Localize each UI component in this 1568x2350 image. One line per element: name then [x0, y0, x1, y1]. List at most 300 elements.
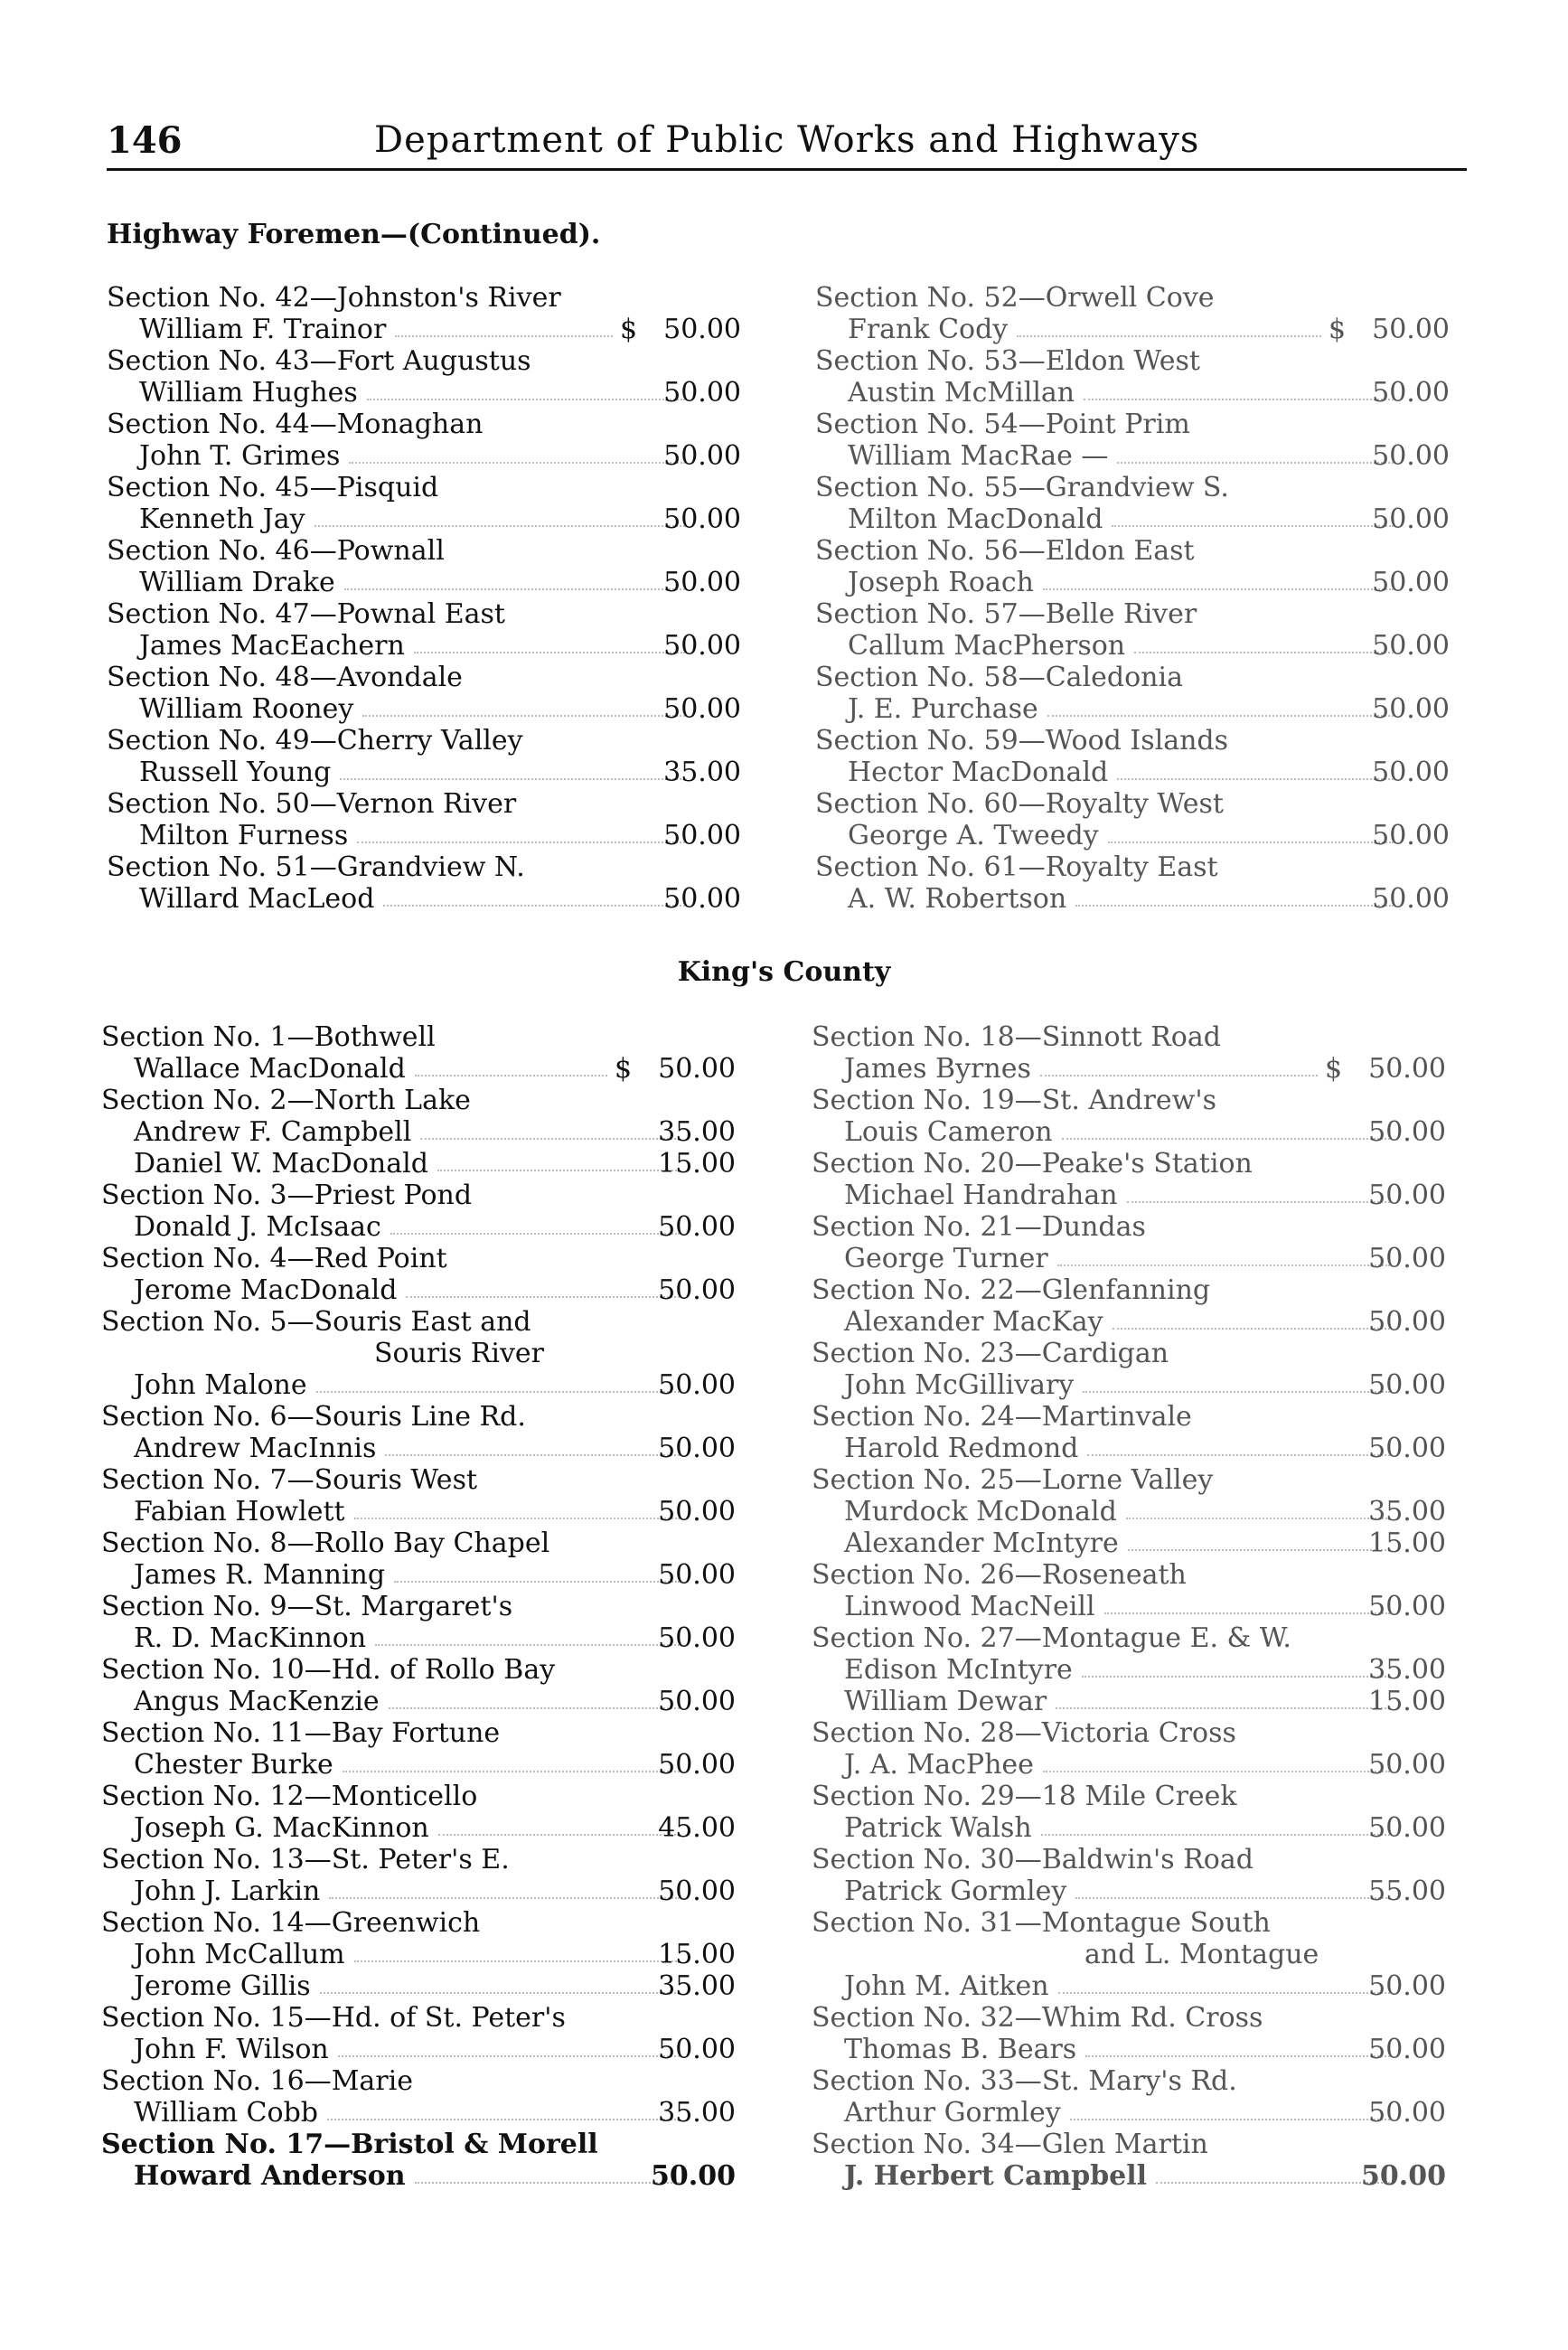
column-bottom-right — [812, 1021, 1462, 2192]
section-heading — [107, 409, 757, 440]
foreman-row — [812, 1591, 1462, 1622]
foreman-name: Alexander MacKay — [844, 1306, 1103, 1338]
amount: 15.00 — [658, 1939, 736, 1970]
foreman-name: James R. Manning — [134, 1559, 386, 1591]
amount: 15.00 — [1368, 1686, 1446, 1717]
section-heading — [107, 788, 757, 820]
section-heading — [815, 662, 1466, 693]
section-label: Section No. 27—Montague E. & W. — [812, 1622, 1291, 1654]
section-label: Section No. 48—Avondale — [107, 662, 463, 693]
section-heading — [107, 725, 757, 757]
amount: 50.00 — [1368, 1243, 1446, 1274]
section-heading — [815, 535, 1466, 567]
foreman-row — [107, 757, 757, 788]
amount: 50.00 — [658, 1749, 736, 1781]
foreman-name: J. Herbert Campbell — [844, 2160, 1148, 2192]
foreman-name: William MacRae — — [848, 440, 1109, 472]
amount: 35.00 — [658, 1116, 736, 1148]
section-heading — [101, 1306, 752, 1338]
section-heading — [101, 1085, 752, 1116]
foreman-row — [812, 1496, 1462, 1528]
amount: 50.00 — [663, 377, 741, 409]
section-heading — [812, 1211, 1462, 1243]
section-label: Section No. 24—Martinvale — [812, 1401, 1192, 1433]
section-heading — [101, 1844, 752, 1875]
section-label: Section No. 51—Grandview N. — [107, 851, 525, 883]
foreman-row — [815, 567, 1466, 598]
amount: 50.00 — [658, 1875, 736, 1907]
section-heading — [101, 1528, 752, 1559]
section-label: Section No. 54—Point Prim — [815, 409, 1190, 440]
foreman-name: A. W. Robertson — [848, 883, 1067, 915]
amount: 50.00 — [663, 693, 741, 725]
section-label: Section No. 59—Wood Islands — [815, 725, 1229, 757]
foreman-row — [107, 503, 757, 535]
foreman-name: Howard Anderson — [134, 2160, 406, 2192]
foreman-row — [812, 1875, 1462, 1907]
section-heading — [812, 1464, 1462, 1496]
foreman-name: Jerome MacDonald — [134, 1274, 398, 1306]
foreman-row — [107, 567, 757, 598]
foreman-row — [812, 1686, 1462, 1717]
column-bottom-left — [101, 1021, 752, 2192]
amount: 50.00 — [663, 503, 741, 535]
section-heading — [107, 472, 757, 503]
foreman-row — [812, 1812, 1462, 1844]
section-heading — [107, 535, 757, 567]
foreman-name: James MacEachern — [139, 630, 405, 662]
foreman-row — [812, 1306, 1462, 1338]
foreman-row — [101, 2034, 752, 2065]
section-label: Section No. 25—Lorne Valley — [812, 1464, 1214, 1496]
foreman-row — [101, 1116, 752, 1148]
foreman-row — [815, 440, 1466, 472]
amount: 45.00 — [658, 1812, 736, 1844]
section-heading — [815, 851, 1466, 883]
section-label: Section No. 55—Grandview S. — [815, 472, 1229, 503]
section-heading — [812, 1148, 1462, 1180]
section-label: Section No. 31—Montague South — [812, 1907, 1271, 1939]
section-label: Section No. 12—Monticello — [101, 1781, 478, 1812]
foreman-row — [101, 2160, 752, 2192]
column-top-right — [815, 282, 1466, 915]
section-label: Section No. 2—North Lake — [101, 1085, 471, 1116]
section-label: Section No. 15—Hd. of St. Peter's — [101, 2002, 566, 2034]
foreman-name: Austin McMillan — [848, 377, 1075, 409]
foreman-row — [107, 883, 757, 915]
section-label: Section No. 44—Monaghan — [107, 409, 484, 440]
foreman-row — [815, 503, 1466, 535]
section-heading — [812, 1274, 1462, 1306]
foreman-name: Frank Cody — [848, 314, 1009, 345]
foreman-name: John McGillivary — [844, 1369, 1075, 1401]
amount: 50.00 — [1368, 1749, 1446, 1781]
dollar-sign: $ — [615, 1053, 633, 1085]
section-heading — [815, 345, 1466, 377]
section-heading — [815, 788, 1466, 820]
foreman-name: Patrick Gormley — [844, 1875, 1067, 1907]
section-label: and L. Montague — [1084, 1939, 1319, 1970]
foreman-name: George Turner — [844, 1243, 1048, 1274]
foreman-row — [812, 1654, 1462, 1686]
section-label: Section No. 20—Peake's Station — [812, 1148, 1253, 1180]
amount: 50.00 — [1372, 630, 1450, 662]
foreman-name: Jerome Gillis — [134, 1970, 311, 2002]
section-heading-continued — [812, 1939, 1462, 1970]
dollar-sign: $ — [620, 314, 638, 345]
foreman-name: Thomas B. Bears — [844, 2034, 1077, 2065]
foreman-name: Patrick Walsh — [844, 1812, 1032, 1844]
section-label: Section No. 45—Pisquid — [107, 472, 439, 503]
foreman-name: William Drake — [139, 567, 335, 598]
amount: 50.00 — [1368, 1433, 1446, 1464]
section-label: Souris River — [374, 1338, 545, 1369]
foreman-name: Joseph G. MacKinnon — [134, 1812, 429, 1844]
foreman-row — [815, 820, 1466, 851]
foreman-row — [812, 1433, 1462, 1464]
section-label: Section No. 21—Dundas — [812, 1211, 1146, 1243]
foreman-row — [101, 1148, 752, 1180]
foreman-name: William Cobb — [134, 2097, 318, 2129]
amount: 50.00 — [1368, 1116, 1446, 1148]
amount: 35.00 — [658, 2097, 736, 2129]
foreman-name: Andrew MacInnis — [134, 1433, 377, 1464]
foreman-name: Michael Handrahan — [844, 1180, 1118, 1211]
section-heading — [815, 598, 1466, 630]
amount: 50.00 — [1372, 693, 1450, 725]
amount: 50.00 — [658, 1369, 736, 1401]
leader-dots — [395, 335, 613, 337]
amount: 50.00 — [1372, 567, 1450, 598]
foreman-row — [812, 1180, 1462, 1211]
section-label: Section No. 47—Pownal East — [107, 598, 505, 630]
foreman-name: Edison McIntyre — [844, 1654, 1073, 1686]
section-heading — [815, 725, 1466, 757]
section-label: Section No. 57—Belle River — [815, 598, 1197, 630]
foreman-name: John T. Grimes — [139, 440, 341, 472]
amount: 50.00 — [1372, 440, 1450, 472]
foreman-name: William F. Trainor — [139, 314, 387, 345]
foreman-row — [812, 1528, 1462, 1559]
section-heading — [101, 2002, 752, 2034]
section-heading — [107, 598, 757, 630]
foreman-name: Louis Cameron — [844, 1116, 1053, 1148]
section-label: Section No. 46—Pownall — [107, 535, 445, 567]
section-label: Section No. 43—Fort Augustus — [107, 345, 531, 377]
section-label: Section No. 17—Bristol & Morell — [101, 2129, 598, 2160]
section-heading — [812, 1717, 1462, 1749]
foreman-row — [101, 1559, 752, 1591]
foreman-row — [815, 314, 1466, 345]
foreman-row — [812, 2034, 1462, 2065]
page-header — [107, 116, 1467, 171]
foreman-row — [101, 1970, 752, 2002]
section-heading — [812, 1559, 1462, 1591]
foreman-name: Donald J. McIsaac — [134, 1211, 381, 1243]
section-label: Section No. 34—Glen Martin — [812, 2129, 1208, 2160]
foreman-name: Callum MacPherson — [848, 630, 1126, 662]
section-label: Section No. 1—Bothwell — [101, 1021, 436, 1053]
amount: 35.00 — [663, 757, 741, 788]
foreman-row — [101, 1939, 752, 1970]
section-label: Section No. 5—Souris East and — [101, 1306, 531, 1338]
amount: 50.00 — [663, 820, 741, 851]
section-label: Section No. 9—St. Margaret's — [101, 1591, 513, 1622]
foreman-row — [101, 1369, 752, 1401]
page-number: 146 — [107, 119, 183, 162]
section-heading — [101, 1907, 752, 1939]
foreman-name: Angus MacKenzie — [134, 1686, 380, 1717]
foreman-row — [107, 314, 757, 345]
section-label: Section No. 29—18 Mile Creek — [812, 1781, 1237, 1812]
foreman-name: Hector MacDonald — [848, 757, 1109, 788]
section-heading — [812, 1622, 1462, 1654]
section-label: Section No. 52—Orwell Cove — [815, 282, 1215, 314]
section-label: Section No. 8—Rollo Bay Chapel — [101, 1528, 550, 1559]
foreman-row — [101, 1496, 752, 1528]
amount: 50.00 — [658, 1211, 736, 1243]
foreman-row — [101, 1211, 752, 1243]
section-label: Section No. 10—Hd. of Rollo Bay — [101, 1654, 556, 1686]
section-heading — [812, 1401, 1462, 1433]
amount: 50.00 — [658, 1496, 736, 1528]
foreman-name: John McCallum — [134, 1939, 345, 1970]
foreman-row — [101, 1686, 752, 1717]
section-label: Section No. 23—Cardigan — [812, 1338, 1169, 1369]
amount: 55.00 — [1368, 1875, 1446, 1907]
foreman-name: Andrew F. Campbell — [134, 1116, 412, 1148]
foreman-row — [101, 1274, 752, 1306]
amount: 50.00 — [1372, 377, 1450, 409]
section-label: Section No. 7—Souris West — [101, 1464, 478, 1496]
amount: 50.00 — [1368, 1591, 1446, 1622]
foreman-row — [107, 377, 757, 409]
section-label: Section No. 6—Souris Line Rd. — [101, 1401, 526, 1433]
amount: 50.00 — [1368, 1053, 1446, 1085]
amount: 50.00 — [658, 1053, 736, 1085]
leader-dots — [1040, 1075, 1318, 1076]
foreman-name: John F. Wilson — [134, 2034, 329, 2065]
amount: 35.00 — [1368, 1496, 1446, 1528]
section-label: Section No. 56—Eldon East — [815, 535, 1195, 567]
section-heading — [812, 1907, 1462, 1939]
amount: 50.00 — [1372, 503, 1450, 535]
section-heading — [812, 1844, 1462, 1875]
section-heading — [101, 1401, 752, 1433]
section-label: Section No. 13—St. Peter's E. — [101, 1844, 510, 1875]
foreman-name: Wallace MacDonald — [134, 1053, 406, 1085]
amount: 50.00 — [1368, 1180, 1446, 1211]
amount: 50.00 — [1368, 1970, 1446, 2002]
foreman-name: J. A. MacPhee — [844, 1749, 1034, 1781]
amount: 50.00 — [1372, 883, 1450, 915]
foreman-name: Milton MacDonald — [848, 503, 1103, 535]
foreman-name: John J. Larkin — [134, 1875, 321, 1907]
amount: 50.00 — [1368, 2034, 1446, 2065]
foreman-row — [101, 2097, 752, 2129]
foreman-row — [812, 2097, 1462, 2129]
foreman-row — [101, 1433, 752, 1464]
amount: 15.00 — [658, 1148, 736, 1180]
foreman-row — [101, 1053, 752, 1085]
foreman-row — [107, 440, 757, 472]
foreman-row — [101, 1812, 752, 1844]
amount: 50.00 — [658, 1274, 736, 1306]
foreman-row — [812, 1243, 1462, 1274]
foreman-row — [101, 1622, 752, 1654]
county-heading: King's County — [677, 956, 891, 988]
section-heading — [812, 1085, 1462, 1116]
amount: 15.00 — [1368, 1528, 1446, 1559]
amount: 50.00 — [658, 1559, 736, 1591]
foreman-name: Chester Burke — [134, 1749, 333, 1781]
leader-dots — [415, 1075, 607, 1076]
section-heading — [107, 851, 757, 883]
foreman-name: William Hughes — [139, 377, 358, 409]
section-heading — [101, 1464, 752, 1496]
amount: 50.00 — [1368, 2097, 1446, 2129]
amount: 50.00 — [663, 883, 741, 915]
section-label: Section No. 49—Cherry Valley — [107, 725, 523, 757]
running-head: Department of Public Works and Highways — [374, 119, 1200, 161]
section-label: Section No. 16—Marie — [101, 2065, 413, 2097]
amount: 50.00 — [658, 1686, 736, 1717]
section-heading — [101, 1717, 752, 1749]
foreman-name: Fabian Howlett — [134, 1496, 345, 1528]
amount: 35.00 — [1368, 1654, 1446, 1686]
foreman-row — [812, 2160, 1462, 2192]
section-heading — [107, 345, 757, 377]
section-heading — [101, 1021, 752, 1053]
section-label: Section No. 53—Eldon West — [815, 345, 1200, 377]
section-label: Section No. 19—St. Andrew's — [812, 1085, 1216, 1116]
section-label: Section No. 60—Royalty West — [815, 788, 1224, 820]
foreman-row — [107, 630, 757, 662]
section-heading-continued — [101, 1338, 752, 1369]
section-label: Section No. 33—St. Mary's Rd. — [812, 2065, 1237, 2097]
foreman-name: R. D. MacKinnon — [134, 1622, 367, 1654]
foreman-name: John Malone — [134, 1369, 307, 1401]
section-label: Section No. 11—Bay Fortune — [101, 1717, 501, 1749]
amount: 50.00 — [1368, 1369, 1446, 1401]
foreman-row — [101, 1749, 752, 1781]
section-heading — [815, 409, 1466, 440]
section-heading — [101, 1781, 752, 1812]
amount: 50.00 — [663, 440, 741, 472]
subheading: Highway Foremen—(Continued). — [107, 219, 601, 250]
section-heading — [101, 2129, 752, 2160]
foreman-row — [815, 693, 1466, 725]
section-heading — [101, 1180, 752, 1211]
section-heading — [815, 282, 1466, 314]
foreman-row — [107, 693, 757, 725]
amount: 50.00 — [663, 630, 741, 662]
section-heading — [812, 1338, 1462, 1369]
section-heading — [107, 662, 757, 693]
foreman-row — [812, 1749, 1462, 1781]
amount: 35.00 — [658, 1970, 736, 2002]
foreman-row — [101, 1875, 752, 1907]
dollar-sign: $ — [1325, 1053, 1343, 1085]
foreman-name: Linwood MacNeill — [844, 1591, 1095, 1622]
section-label: Section No. 58—Caledonia — [815, 662, 1183, 693]
section-heading — [101, 1243, 752, 1274]
column-top-left — [107, 282, 757, 915]
amount: 50.00 — [1368, 1306, 1446, 1338]
foreman-row — [812, 1053, 1462, 1085]
foreman-name: Daniel W. MacDonald — [134, 1148, 428, 1180]
amount: 50.00 — [663, 314, 741, 345]
foreman-name: Harold Redmond — [844, 1433, 1079, 1464]
foreman-row — [815, 757, 1466, 788]
foreman-name: J. E. Purchase — [848, 693, 1038, 725]
section-label: Section No. 26—Roseneath — [812, 1559, 1187, 1591]
section-heading — [812, 2129, 1462, 2160]
section-label: Section No. 28—Victoria Cross — [812, 1717, 1236, 1749]
section-label: Section No. 4—Red Point — [101, 1243, 447, 1274]
section-label: Section No. 32—Whim Rd. Cross — [812, 2002, 1263, 2034]
section-heading — [815, 472, 1466, 503]
section-label: Section No. 50—Vernon River — [107, 788, 517, 820]
foreman-name: Milton Furness — [139, 820, 349, 851]
foreman-name: James Byrnes — [844, 1053, 1031, 1085]
foreman-row — [812, 1970, 1462, 2002]
dollar-sign: $ — [1329, 314, 1347, 345]
foreman-row — [812, 1369, 1462, 1401]
foreman-name: Willard MacLeod — [139, 883, 375, 915]
section-label: Section No. 42—Johnston's River — [107, 282, 561, 314]
foreman-name: George A. Tweedy — [848, 820, 1099, 851]
section-heading — [107, 282, 757, 314]
amount: 50.00 — [658, 1433, 736, 1464]
foreman-row — [815, 377, 1466, 409]
foreman-row — [812, 1116, 1462, 1148]
section-heading — [812, 2065, 1462, 2097]
foreman-name: Kenneth Jay — [139, 503, 305, 535]
amount: 50.00 — [651, 2160, 736, 2192]
foreman-name: Arthur Gormley — [844, 2097, 1061, 2129]
section-heading — [101, 1591, 752, 1622]
amount: 50.00 — [1361, 2160, 1446, 2192]
foreman-name: Joseph Roach — [848, 567, 1034, 598]
foreman-name: Alexander McIntyre — [844, 1528, 1119, 1559]
section-heading — [812, 1021, 1462, 1053]
foreman-name: William Rooney — [139, 693, 354, 725]
foreman-name: John M. Aitken — [844, 1970, 1049, 2002]
section-heading — [101, 2065, 752, 2097]
section-label: Section No. 30—Baldwin's Road — [812, 1844, 1253, 1875]
section-label: Section No. 3—Priest Pond — [101, 1180, 473, 1211]
amount: 50.00 — [1372, 820, 1450, 851]
amount: 50.00 — [658, 2034, 736, 2065]
section-label: Section No. 18—Sinnott Road — [812, 1021, 1221, 1053]
section-heading — [812, 1781, 1462, 1812]
section-label: Section No. 61—Royalty East — [815, 851, 1218, 883]
section-label: Section No. 22—Glenfanning — [812, 1274, 1211, 1306]
amount: 50.00 — [1368, 1812, 1446, 1844]
foreman-row — [107, 820, 757, 851]
amount: 50.00 — [1372, 757, 1450, 788]
section-label: Section No. 14—Greenwich — [101, 1907, 481, 1939]
foreman-name: William Dewar — [844, 1686, 1047, 1717]
section-heading — [812, 2002, 1462, 2034]
leader-dots — [1017, 335, 1321, 337]
foreman-name: Russell Young — [139, 757, 332, 788]
amount: 50.00 — [663, 567, 741, 598]
amount: 50.00 — [658, 1622, 736, 1654]
foreman-name: Murdock McDonald — [844, 1496, 1117, 1528]
foreman-row — [815, 630, 1466, 662]
